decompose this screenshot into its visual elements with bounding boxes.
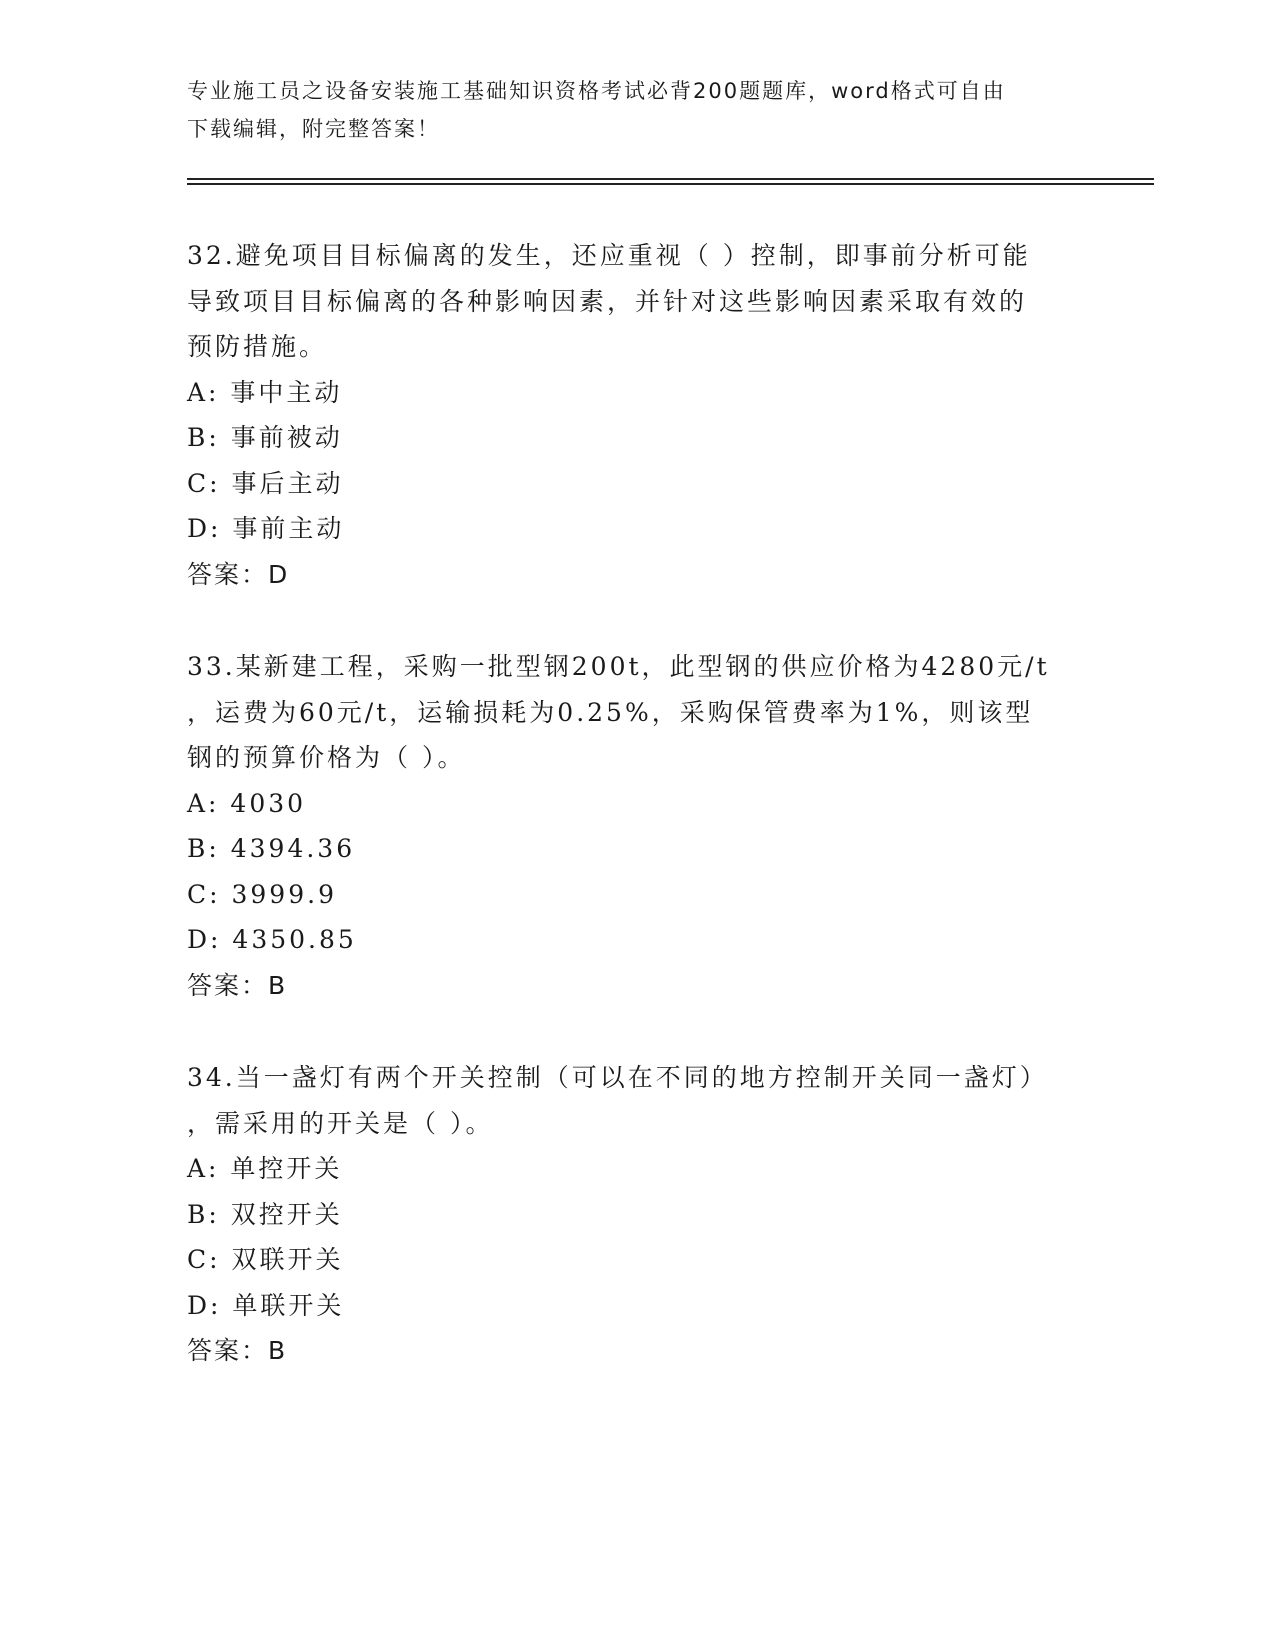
question-34 (187, 1055, 1087, 1374)
question-33 (187, 644, 1087, 1008)
header-line-1: 专业施工员之设备安装施工基础知识资格考试必背200题题库，word格式可自由 (187, 79, 1006, 103)
question-line: 导致项目目标偏离的各种影响因素，并针对这些影响因素采取有效的 (187, 286, 1028, 316)
option-d: D: 4350.85 (187, 925, 357, 954)
question-line: 钢的预算价格为（ ）。 (187, 743, 466, 772)
question-line: 预防措施。 (187, 332, 328, 361)
question-32 (187, 233, 1087, 597)
question-text (187, 1055, 1087, 1146)
document-header (187, 72, 1087, 148)
option-c: C: 3999.9 (187, 879, 337, 909)
option-d: D: 事前主动 (187, 514, 345, 543)
answer: 答案：D (187, 559, 290, 589)
question-line: ，需采用的开关是（ ）。 (187, 1108, 494, 1138)
option-a: A: 单控开关 (187, 1154, 343, 1183)
option-c: C: 事后主动 (187, 468, 344, 498)
question-line: 34.当一盏灯有两个开关控制（可以在不同的地方控制开关同一盏灯） (187, 1063, 1048, 1092)
question-line: 32.避免项目目标偏离的发生，还应重视（ ）控制，即事前分析可能 (187, 241, 1031, 270)
answer: 答案：B (187, 970, 288, 1000)
header-divider-bottom (187, 183, 1154, 185)
option-a: A: 事中主动 (187, 377, 343, 407)
option-c: C: 双联开关 (187, 1245, 344, 1274)
question-text (187, 644, 1087, 781)
option-a: A: 4030 (187, 788, 307, 818)
header-divider-top (187, 178, 1154, 180)
option-b: B: 双控开关 (187, 1199, 343, 1229)
option-b: B: 事前被动 (187, 423, 343, 452)
header-line-2: 下载编辑，附完整答案！ (187, 117, 440, 141)
question-line: 33.某新建工程，采购一批型钢200t，此型钢的供应价格为4280元/t (187, 652, 1050, 681)
answer: 答案：B (187, 1336, 288, 1365)
option-d: D: 单联开关 (187, 1290, 345, 1320)
question-line: ，运费为60元/t，运输损耗为0.25%，采购保管费率为1%，则该型 (187, 697, 1034, 727)
question-text (187, 233, 1087, 370)
option-b: B: 4394.36 (187, 834, 356, 863)
